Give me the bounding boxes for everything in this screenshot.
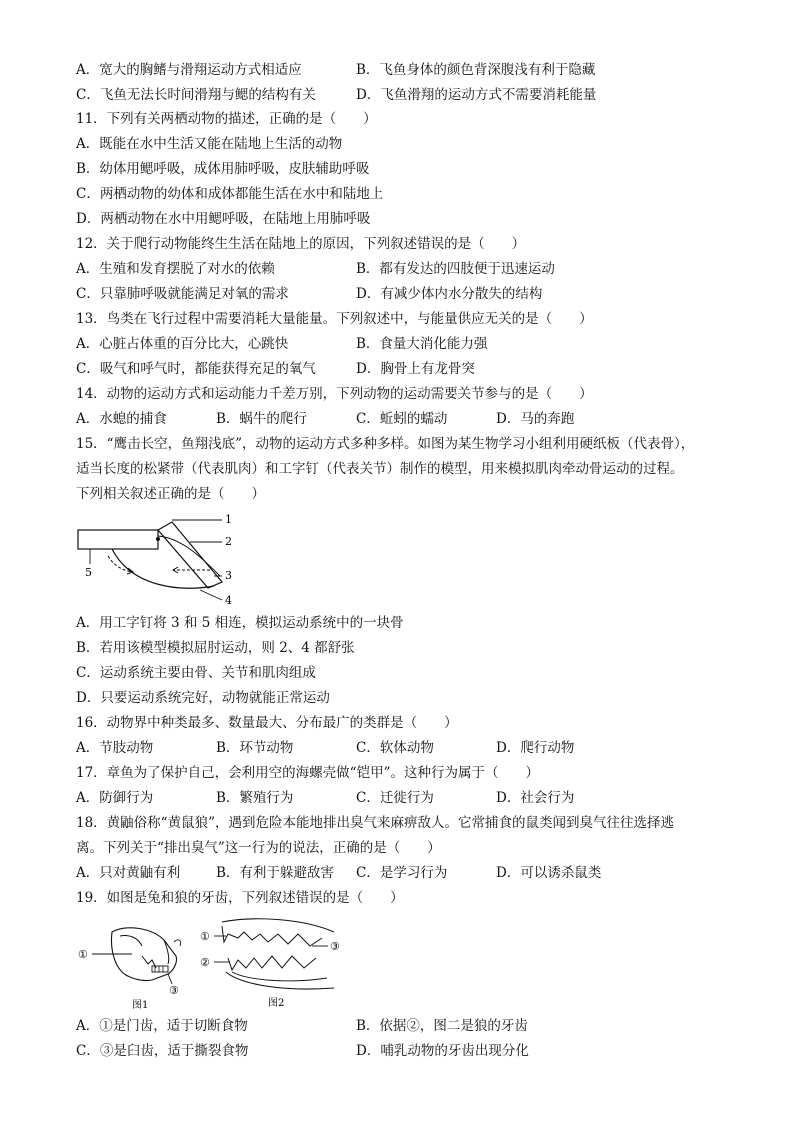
q11-option-a: A．既能在水中生活又能在陆地上生活的动物: [76, 136, 343, 152]
q13-option-b: B．食量大消化能力强: [356, 336, 488, 352]
q14-stem: 14．动物的运动方式和运动能力千差万别，下列动物的运动需要关节参与的是（ ）: [76, 386, 593, 402]
q13-option-c: C．吸气和呼气时，都能获得充足的氧气: [76, 361, 316, 377]
q10-option-c: C．飞鱼无法长时间滑翔与鳃的结构有关: [76, 87, 316, 103]
q14-option-b: B．蜗牛的爬行: [216, 411, 307, 427]
fig15-label-5: 5: [85, 566, 92, 579]
slanted-board-bone: [158, 522, 222, 588]
horizontal-board-bone: [78, 530, 158, 549]
q14-option-a: A．水螅的捕食: [76, 411, 167, 427]
q19-option-c: C．③是臼齿，适于撕裂食物: [76, 1043, 249, 1059]
q15-stem-line-2: 适当长度的松紧带（代表肌肉）和工字钉（代表关节）制作的模型，用来模拟肌肉牵动骨运动的过程。: [76, 461, 684, 477]
leader-line-4: [200, 590, 222, 600]
q12-stem: 12．关于爬行动物能终生生活在陆地上的原因，下列叙述错误的是（ ）: [76, 236, 526, 252]
q12-option-b: B．都有发达的四肢便于迅速运动: [356, 261, 555, 277]
q18-option-a: A．只对黄鼬有利: [76, 865, 181, 881]
q18-stem-line-2: 离。下列关于“排出臭气”这一行为的说法，正确的是（ ）: [76, 840, 441, 856]
q19-option-d: D．哺乳动物的牙齿出现分化: [356, 1043, 529, 1059]
q15-stem-line-1: 15．“鹰击长空，鱼翔浅底”，动物的运动方式多种多样。如图为某生物学习小组利用硬纸板（代表骨），: [76, 436, 695, 452]
q10-option-d: D．飞鱼滑翔的运动方式不需要消耗能量: [356, 87, 597, 103]
q17-option-d: D．社会行为: [496, 790, 575, 806]
fig15-label-4: 4: [225, 594, 232, 607]
rabbit-teeth-drawing: [92, 928, 181, 984]
teeth-comparison-figure: [72, 912, 362, 1012]
q15-option-c: C．运动系统主要由骨、关节和肌肉组成: [76, 665, 316, 681]
joint-pin: [156, 537, 160, 541]
q13-option-a: A．心脏占体重的百分比大，心跳快: [76, 336, 289, 352]
q17-option-b: B．繁殖行为: [216, 790, 294, 806]
q14-option-c: C．蚯蚓的蠕动: [356, 411, 448, 427]
q18-stem-line-1: 18．黄鼬俗称“黄鼠狼”，遇到危险本能地排出臭气来麻痹敌人。它常捕食的鼠类闻到臭气往往选择逃: [76, 815, 674, 831]
q16-option-c: C．软体动物: [356, 740, 434, 756]
q18-option-d: D．可以诱杀鼠类: [496, 865, 602, 881]
fig2-label-2: ②: [200, 956, 210, 969]
q10-option-a: A．宽大的胸鳍与滑翔运动方式相适应: [76, 62, 302, 78]
q11-option-c: C．两栖动物的幼体和成体都能生活在水中和陆地上: [76, 186, 384, 202]
q11-option-d: D．两栖动物在水中用鳃呼吸，在陆地上用肺呼吸: [76, 211, 371, 227]
fig1-caption: 图1: [132, 1000, 149, 1011]
q13-stem: 13．鸟类在飞行过程中需要消耗大量能量。下列叙述中，与能量供应无关的是（ ）: [76, 311, 593, 327]
q15-stem-line-3: 下列相关叙述正确的是（ ）: [76, 486, 265, 502]
q12-option-a: A．生殖和发育摆脱了对水的依赖: [76, 261, 275, 277]
q17-option-c: C．迁徙行为: [356, 790, 434, 806]
fig15-label-1: 1: [225, 513, 232, 526]
q17-stem: 17．章鱼为了保护自己，会利用空的海螺壳做“铠甲”。这种行为属于（ ）: [76, 765, 539, 781]
q16-option-b: B．环节动物: [216, 740, 294, 756]
q11-option-b: B．幼体用鳃呼吸，成体用肺呼吸，皮肤辅助呼吸: [76, 161, 370, 177]
fig15-label-2: 2: [225, 535, 232, 548]
q19-stem: 19．如图是兔和狼的牙齿，下列叙述错误的是（ ）: [76, 890, 404, 906]
q15-option-a: A．用工字钉将 3 和 5 相连，模拟运动系统中的一块骨: [76, 615, 404, 631]
q16-stem: 16．动物界中种类最多、数量最大、分布最广的类群是（ ）: [76, 715, 458, 731]
q16-option-d: D．爬行动物: [496, 740, 575, 756]
q15-option-d: D．只要运动系统完好，动物就能正常运动: [76, 690, 330, 706]
q12-option-d: D．有减少体内水分散失的结构: [356, 286, 543, 302]
fig15-label-3: 3: [225, 569, 232, 582]
bone-muscle-model-figure: [72, 508, 252, 610]
fig2-label-1: ①: [200, 930, 210, 943]
fig1-label-3: ③: [169, 984, 179, 997]
q11-stem: 11．下列有关两栖动物的描述，正确的是（ ）: [76, 111, 377, 127]
q13-option-d: D．胸骨上有龙骨突: [356, 361, 475, 377]
q16-option-a: A．节肢动物: [76, 740, 154, 756]
q14-option-d: D．马的奔跑: [496, 411, 575, 427]
fig1-label-1: ①: [78, 948, 88, 961]
q19-option-a: A．①是门齿，适于切断食物: [76, 1018, 248, 1034]
q19-option-b: B．依据②，图二是狼的牙齿: [356, 1018, 528, 1034]
wolf-teeth-drawing: [214, 919, 334, 989]
q12-option-c: C．只靠肺呼吸就能满足对氧的需求: [76, 286, 289, 302]
fig2-caption: 图2: [268, 998, 285, 1009]
q18-option-c: C．是学习行为: [356, 865, 448, 881]
q17-option-a: A．防御行为: [76, 790, 154, 806]
q18-option-b: B．有利于躲避敌害: [216, 865, 334, 881]
q15-option-b: B．若用该模型模拟屈肘运动，则 2、4 都舒张: [76, 640, 355, 656]
fig2-label-3: ③: [330, 940, 340, 953]
q10-option-b: B．飞鱼身体的颜色背深腹浅有利于隐藏: [356, 62, 596, 78]
